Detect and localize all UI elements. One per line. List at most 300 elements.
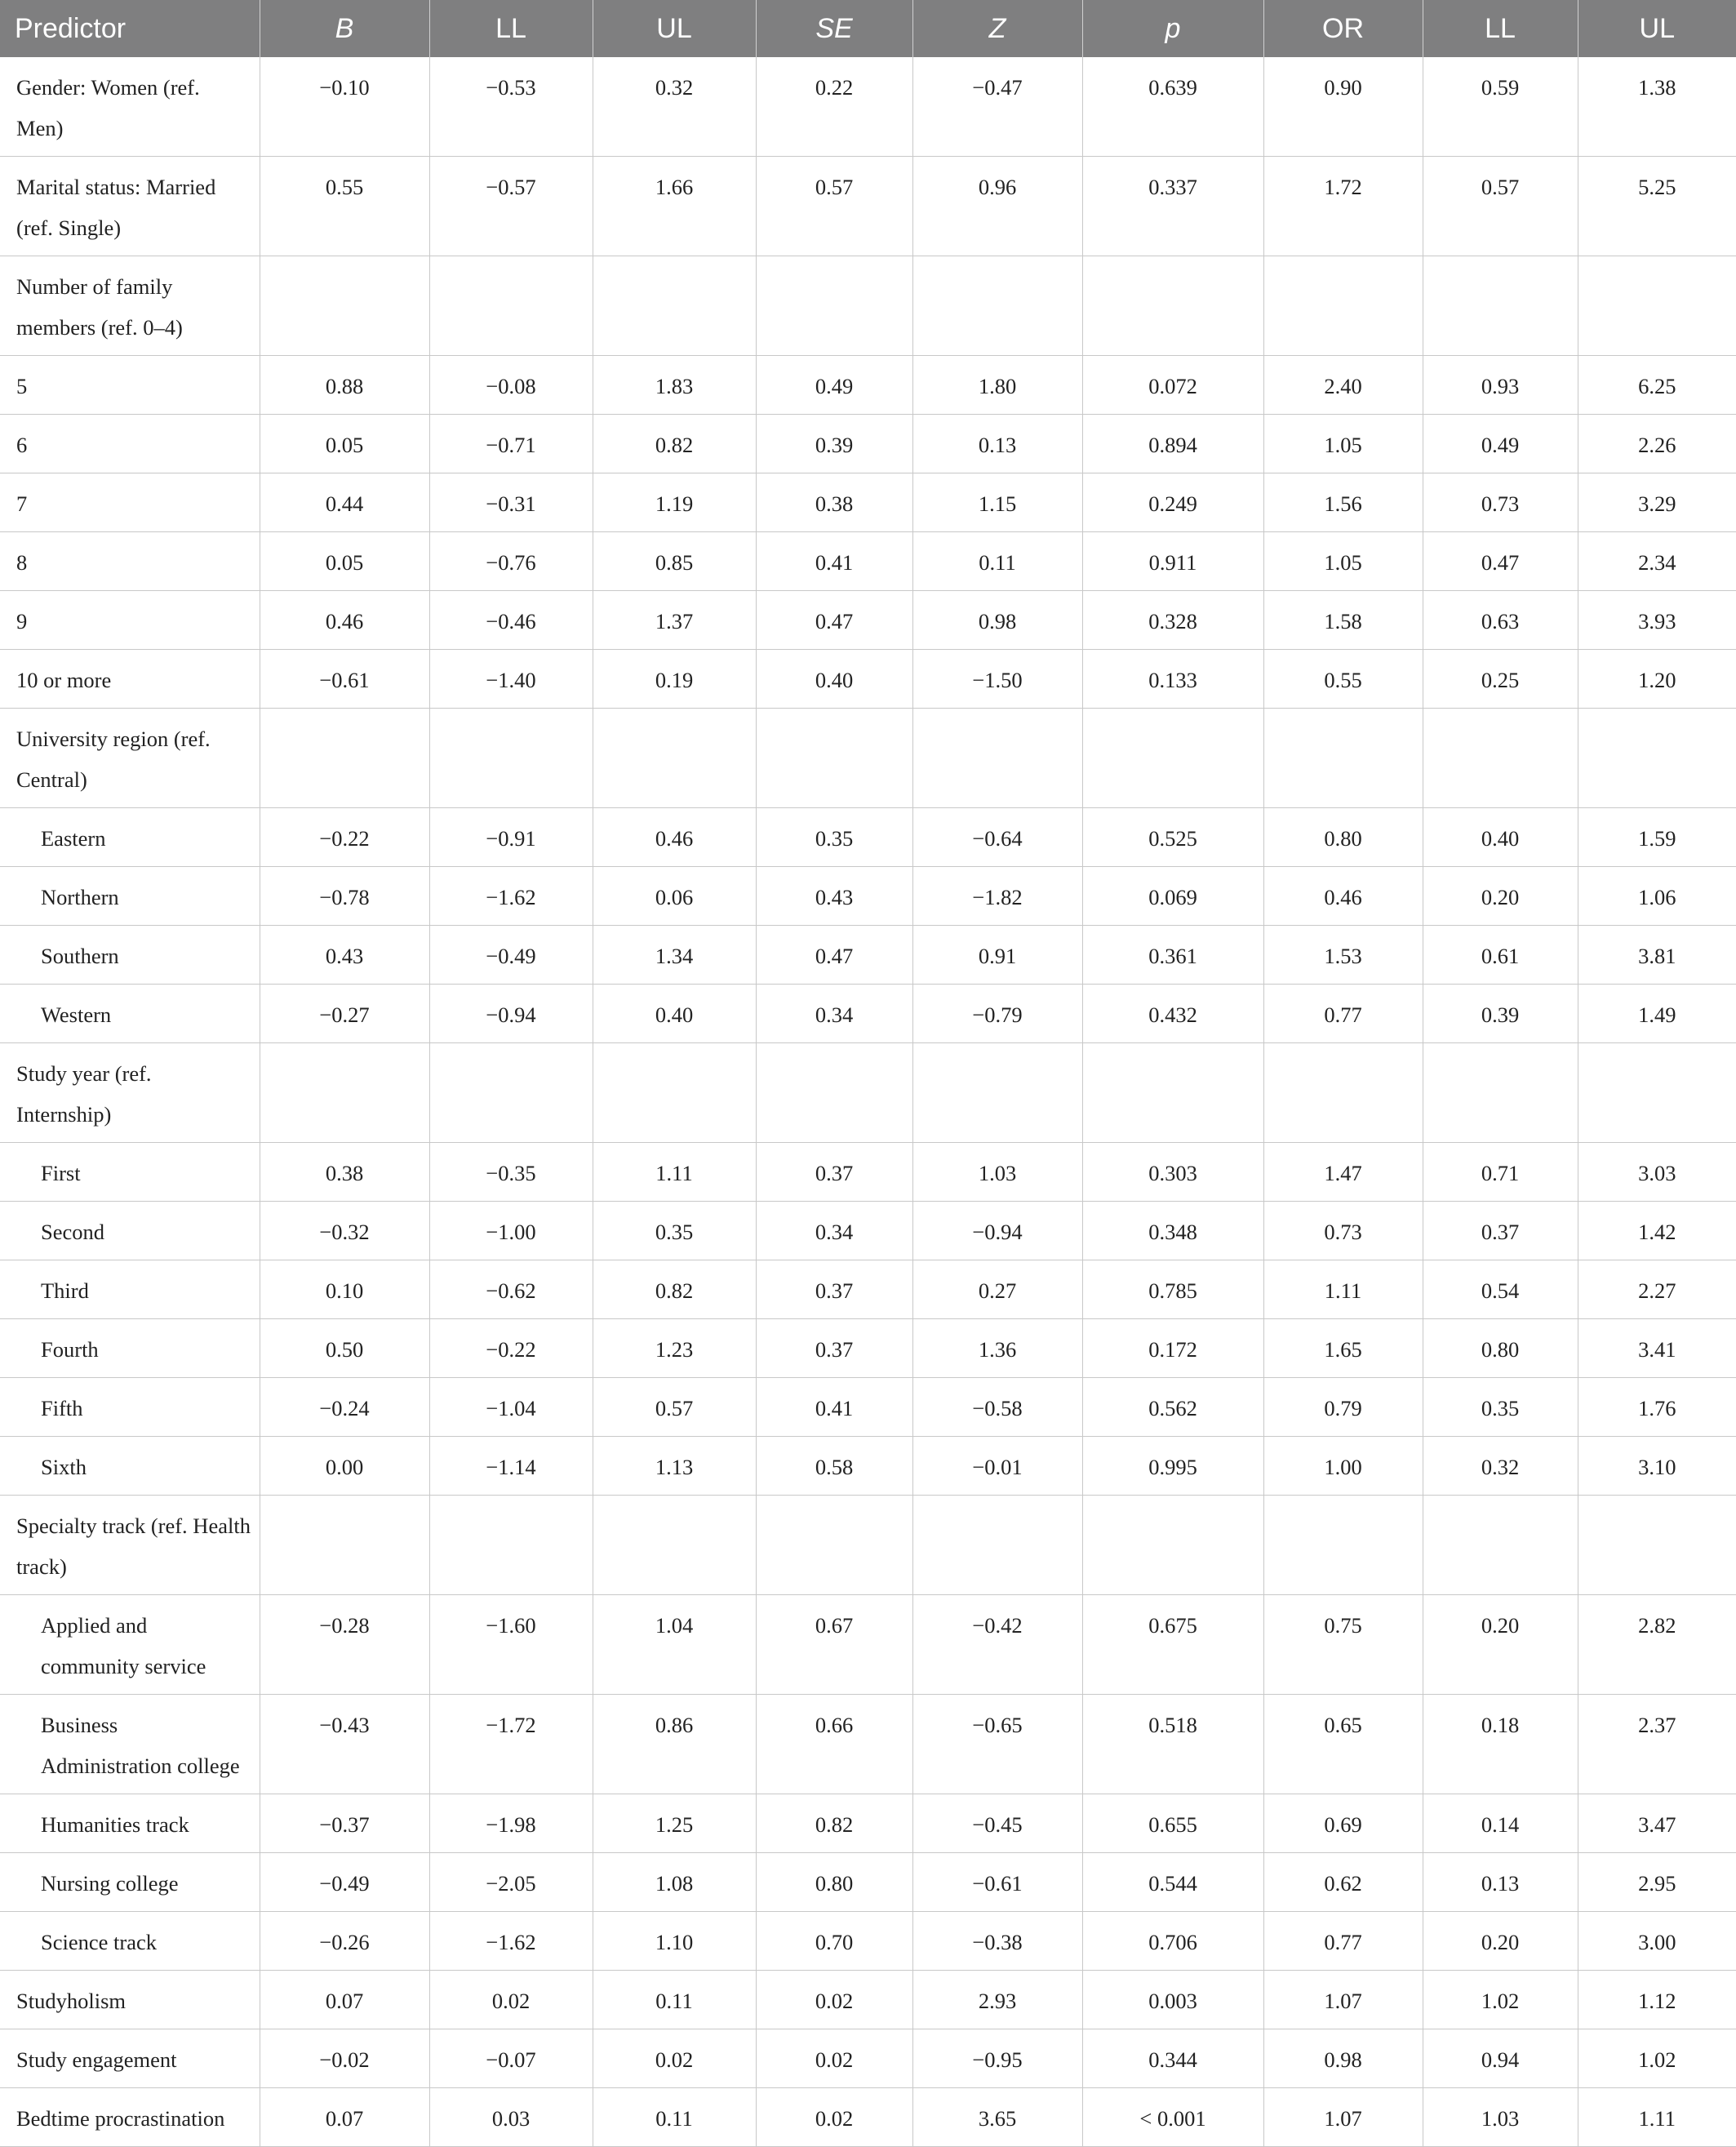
cell-or: 1.72 xyxy=(1263,157,1423,256)
predictor-label: 6 xyxy=(0,415,260,473)
cell-or-ul: 3.93 xyxy=(1578,591,1736,650)
cell-z: 1.36 xyxy=(912,1319,1082,1378)
cell-ul: 0.02 xyxy=(593,2029,756,2088)
cell-b xyxy=(260,256,429,356)
cell-or-ll: 0.13 xyxy=(1423,1853,1578,1912)
table-row xyxy=(0,1853,1736,1912)
cell-p: 0.995 xyxy=(1082,1437,1263,1496)
cell-se: 0.02 xyxy=(756,2088,912,2147)
predictor-label: Science track xyxy=(0,1912,260,1971)
cell-b xyxy=(260,1496,429,1595)
cell-b: −0.49 xyxy=(260,1853,429,1912)
header-b: B xyxy=(260,0,429,57)
cell-ll: −0.46 xyxy=(429,591,593,650)
cell-ul: 1.25 xyxy=(593,1794,756,1853)
predictor-label: 9 xyxy=(0,591,260,650)
cell-z xyxy=(912,709,1082,808)
cell-or: 1.53 xyxy=(1263,926,1423,985)
cell-b: 0.38 xyxy=(260,1143,429,1202)
header-predictor: Predictor xyxy=(0,0,260,57)
table-row xyxy=(0,985,1736,1043)
cell-or-ll: 0.63 xyxy=(1423,591,1578,650)
cell-z: 0.98 xyxy=(912,591,1082,650)
table-row xyxy=(0,1437,1736,1496)
table-row xyxy=(0,1378,1736,1437)
cell-b: 0.50 xyxy=(260,1319,429,1378)
cell-se: 0.47 xyxy=(756,591,912,650)
predictor-label: Marital status: Married (ref. Single) xyxy=(0,157,260,256)
cell-or-ul xyxy=(1578,1496,1736,1595)
table-row xyxy=(0,356,1736,415)
cell-p: 0.072 xyxy=(1082,356,1263,415)
table-row xyxy=(0,591,1736,650)
table-row xyxy=(0,1971,1736,2029)
cell-p xyxy=(1082,256,1263,356)
cell-b: 0.07 xyxy=(260,2088,429,2147)
cell-or xyxy=(1263,256,1423,356)
table-row xyxy=(0,1695,1736,1794)
cell-ul xyxy=(593,1043,756,1143)
cell-ll: −1.98 xyxy=(429,1794,593,1853)
cell-se: 0.82 xyxy=(756,1794,912,1853)
header-p: p xyxy=(1082,0,1263,57)
cell-p: 0.344 xyxy=(1082,2029,1263,2088)
cell-b: 0.43 xyxy=(260,926,429,985)
cell-or-ul: 3.81 xyxy=(1578,926,1736,985)
cell-or-ll: 0.54 xyxy=(1423,1260,1578,1319)
table-row xyxy=(0,57,1736,157)
cell-ll: −1.60 xyxy=(429,1595,593,1695)
cell-p: 0.069 xyxy=(1082,867,1263,926)
table-row xyxy=(0,415,1736,473)
cell-ul: 1.10 xyxy=(593,1912,756,1971)
cell-se: 0.22 xyxy=(756,57,912,157)
cell-or-ul: 3.29 xyxy=(1578,473,1736,532)
cell-ll: −1.04 xyxy=(429,1378,593,1437)
predictor-label: 8 xyxy=(0,532,260,591)
cell-b: 0.00 xyxy=(260,1437,429,1496)
cell-or-ll: 0.20 xyxy=(1423,1912,1578,1971)
cell-or: 0.69 xyxy=(1263,1794,1423,1853)
cell-z: −1.50 xyxy=(912,650,1082,709)
cell-or-ll: 0.14 xyxy=(1423,1794,1578,1853)
cell-or: 0.75 xyxy=(1263,1595,1423,1695)
cell-ul: 1.19 xyxy=(593,473,756,532)
cell-z xyxy=(912,256,1082,356)
predictor-label: Study engagement xyxy=(0,2029,260,2088)
table-row xyxy=(0,1595,1736,1695)
header-ll: LL xyxy=(429,0,593,57)
cell-ul: 0.32 xyxy=(593,57,756,157)
cell-or: 0.77 xyxy=(1263,1912,1423,1971)
predictor-label: Bedtime procrastination xyxy=(0,2088,260,2147)
cell-or: 1.07 xyxy=(1263,2088,1423,2147)
cell-b xyxy=(260,709,429,808)
cell-se: 0.34 xyxy=(756,985,912,1043)
cell-or: 0.90 xyxy=(1263,57,1423,157)
cell-ll: −0.53 xyxy=(429,57,593,157)
table-row xyxy=(0,2029,1736,2088)
cell-ul: 0.86 xyxy=(593,1695,756,1794)
cell-b: 0.44 xyxy=(260,473,429,532)
cell-or-ul: 3.03 xyxy=(1578,1143,1736,1202)
cell-b: 0.05 xyxy=(260,415,429,473)
cell-or-ul: 1.59 xyxy=(1578,808,1736,867)
cell-ul: 1.23 xyxy=(593,1319,756,1378)
cell-se: 0.41 xyxy=(756,1378,912,1437)
cell-ll: −0.76 xyxy=(429,532,593,591)
header-or: OR xyxy=(1263,0,1423,57)
table-row xyxy=(0,808,1736,867)
cell-or-ll: 0.71 xyxy=(1423,1143,1578,1202)
cell-or-ul: 3.47 xyxy=(1578,1794,1736,1853)
cell-or: 0.79 xyxy=(1263,1378,1423,1437)
cell-p: 0.525 xyxy=(1082,808,1263,867)
cell-ll: −0.62 xyxy=(429,1260,593,1319)
cell-or: 0.80 xyxy=(1263,808,1423,867)
cell-or: 0.62 xyxy=(1263,1853,1423,1912)
predictor-label: Sixth xyxy=(0,1437,260,1496)
cell-z: −0.01 xyxy=(912,1437,1082,1496)
cell-p: 0.361 xyxy=(1082,926,1263,985)
cell-or: 0.73 xyxy=(1263,1202,1423,1260)
table-row xyxy=(0,473,1736,532)
cell-ll: −0.31 xyxy=(429,473,593,532)
cell-or-ul: 2.26 xyxy=(1578,415,1736,473)
cell-or-ul: 1.42 xyxy=(1578,1202,1736,1260)
cell-p: 0.249 xyxy=(1082,473,1263,532)
cell-p: 0.328 xyxy=(1082,591,1263,650)
cell-z: −0.94 xyxy=(912,1202,1082,1260)
cell-ul: 0.82 xyxy=(593,415,756,473)
cell-or-ll: 0.40 xyxy=(1423,808,1578,867)
cell-se: 0.39 xyxy=(756,415,912,473)
cell-or-ul: 1.20 xyxy=(1578,650,1736,709)
cell-ll: −1.14 xyxy=(429,1437,593,1496)
cell-z: 0.91 xyxy=(912,926,1082,985)
cell-z: 2.93 xyxy=(912,1971,1082,2029)
cell-or-ul xyxy=(1578,256,1736,356)
cell-or-ul: 1.49 xyxy=(1578,985,1736,1043)
cell-z: −0.65 xyxy=(912,1695,1082,1794)
cell-or-ul: 2.27 xyxy=(1578,1260,1736,1319)
cell-se xyxy=(756,256,912,356)
cell-ul xyxy=(593,256,756,356)
cell-se xyxy=(756,1043,912,1143)
cell-or: 1.05 xyxy=(1263,415,1423,473)
cell-se: 0.49 xyxy=(756,356,912,415)
cell-p: 0.655 xyxy=(1082,1794,1263,1853)
cell-ll xyxy=(429,256,593,356)
cell-z: −0.42 xyxy=(912,1595,1082,1695)
header-or-ll: LL xyxy=(1423,0,1578,57)
cell-se xyxy=(756,1496,912,1595)
cell-z: −0.58 xyxy=(912,1378,1082,1437)
header-row xyxy=(0,0,1736,57)
table-row xyxy=(0,1260,1736,1319)
header-se: SE xyxy=(756,0,912,57)
cell-or-ul xyxy=(1578,1043,1736,1143)
cell-p: 0.894 xyxy=(1082,415,1263,473)
cell-ul: 0.11 xyxy=(593,1971,756,2029)
table-row xyxy=(0,867,1736,926)
table-body xyxy=(0,57,1736,2147)
cell-z: −0.61 xyxy=(912,1853,1082,1912)
cell-ul: 1.11 xyxy=(593,1143,756,1202)
table-row xyxy=(0,532,1736,591)
cell-ul: 0.35 xyxy=(593,1202,756,1260)
cell-or xyxy=(1263,1496,1423,1595)
header-ul: UL xyxy=(593,0,756,57)
cell-or: 0.46 xyxy=(1263,867,1423,926)
cell-z xyxy=(912,1043,1082,1143)
cell-b: 0.05 xyxy=(260,532,429,591)
cell-or-ll: 0.39 xyxy=(1423,985,1578,1043)
table-row xyxy=(0,1143,1736,1202)
cell-z: −0.38 xyxy=(912,1912,1082,1971)
cell-or-ll: 0.61 xyxy=(1423,926,1578,985)
cell-ll: −2.05 xyxy=(429,1853,593,1912)
cell-or-ll: 0.93 xyxy=(1423,356,1578,415)
cell-b: −0.27 xyxy=(260,985,429,1043)
cell-z: −0.47 xyxy=(912,57,1082,157)
cell-se: 0.57 xyxy=(756,157,912,256)
cell-p: 0.432 xyxy=(1082,985,1263,1043)
cell-z: 0.27 xyxy=(912,1260,1082,1319)
cell-ll: −0.07 xyxy=(429,2029,593,2088)
cell-se: 0.43 xyxy=(756,867,912,926)
cell-ul: 0.82 xyxy=(593,1260,756,1319)
cell-or-ll: 0.18 xyxy=(1423,1695,1578,1794)
predictor-label: Western xyxy=(0,985,260,1043)
cell-z: −0.79 xyxy=(912,985,1082,1043)
cell-or-ll: 0.32 xyxy=(1423,1437,1578,1496)
predictor-label: Nursing college xyxy=(0,1853,260,1912)
cell-ul: 0.40 xyxy=(593,985,756,1043)
cell-b: −0.37 xyxy=(260,1794,429,1853)
cell-or-ul: 3.00 xyxy=(1578,1912,1736,1971)
cell-p: 0.303 xyxy=(1082,1143,1263,1202)
cell-ll: −0.94 xyxy=(429,985,593,1043)
cell-or-ul: 2.95 xyxy=(1578,1853,1736,1912)
cell-ll: −0.91 xyxy=(429,808,593,867)
cell-b: −0.24 xyxy=(260,1378,429,1437)
cell-p: < 0.001 xyxy=(1082,2088,1263,2147)
predictor-label: Business Administration college xyxy=(0,1695,260,1794)
cell-se: 0.47 xyxy=(756,926,912,985)
cell-z: −0.64 xyxy=(912,808,1082,867)
cell-or: 1.58 xyxy=(1263,591,1423,650)
cell-se xyxy=(756,709,912,808)
cell-ll: −1.62 xyxy=(429,1912,593,1971)
cell-or-ul: 1.11 xyxy=(1578,2088,1736,2147)
cell-ll: −1.62 xyxy=(429,867,593,926)
cell-ul: 0.06 xyxy=(593,867,756,926)
cell-or-ll: 0.20 xyxy=(1423,1595,1578,1695)
predictor-label: Humanities track xyxy=(0,1794,260,1853)
cell-or-ul xyxy=(1578,709,1736,808)
cell-se: 0.37 xyxy=(756,1319,912,1378)
cell-b: −0.02 xyxy=(260,2029,429,2088)
cell-p: 0.544 xyxy=(1082,1853,1263,1912)
cell-or-ul: 1.06 xyxy=(1578,867,1736,926)
cell-or-ul: 3.41 xyxy=(1578,1319,1736,1378)
cell-z: 0.13 xyxy=(912,415,1082,473)
cell-se: 0.37 xyxy=(756,1260,912,1319)
table-row xyxy=(0,650,1736,709)
cell-se: 0.38 xyxy=(756,473,912,532)
cell-ul: 1.34 xyxy=(593,926,756,985)
cell-ul: 1.04 xyxy=(593,1595,756,1695)
predictor-label: Studyholism xyxy=(0,1971,260,2029)
cell-or: 1.47 xyxy=(1263,1143,1423,1202)
predictor-label: Gender: Women (ref. Men) xyxy=(0,57,260,157)
cell-p: 0.348 xyxy=(1082,1202,1263,1260)
cell-or: 0.55 xyxy=(1263,650,1423,709)
cell-se: 0.34 xyxy=(756,1202,912,1260)
cell-z: 1.15 xyxy=(912,473,1082,532)
cell-ll xyxy=(429,1043,593,1143)
cell-p: 0.518 xyxy=(1082,1695,1263,1794)
cell-or-ul: 2.37 xyxy=(1578,1695,1736,1794)
cell-or-ll: 0.57 xyxy=(1423,157,1578,256)
cell-or-ll: 0.49 xyxy=(1423,415,1578,473)
cell-p: 0.639 xyxy=(1082,57,1263,157)
predictor-label: Southern xyxy=(0,926,260,985)
cell-ul: 0.57 xyxy=(593,1378,756,1437)
cell-z: 1.80 xyxy=(912,356,1082,415)
cell-or-ul: 2.34 xyxy=(1578,532,1736,591)
cell-ll: −0.08 xyxy=(429,356,593,415)
cell-z: 3.65 xyxy=(912,2088,1082,2147)
table-row xyxy=(0,926,1736,985)
cell-or-ll xyxy=(1423,1043,1578,1143)
predictor-label: Eastern xyxy=(0,808,260,867)
cell-se: 0.02 xyxy=(756,1971,912,2029)
cell-b xyxy=(260,1043,429,1143)
cell-se: 0.80 xyxy=(756,1853,912,1912)
cell-or: 1.05 xyxy=(1263,532,1423,591)
table-row xyxy=(0,1496,1736,1595)
header-or-ul: UL xyxy=(1578,0,1736,57)
header-z: Z xyxy=(912,0,1082,57)
cell-ul xyxy=(593,1496,756,1595)
cell-se: 0.35 xyxy=(756,808,912,867)
cell-or: 2.40 xyxy=(1263,356,1423,415)
cell-ll: −0.35 xyxy=(429,1143,593,1202)
cell-or: 0.77 xyxy=(1263,985,1423,1043)
predictor-label: Applied and community service xyxy=(0,1595,260,1695)
cell-b: −0.26 xyxy=(260,1912,429,1971)
cell-z: −0.95 xyxy=(912,2029,1082,2088)
cell-ll xyxy=(429,1496,593,1595)
cell-or-ul: 5.25 xyxy=(1578,157,1736,256)
cell-or: 1.00 xyxy=(1263,1437,1423,1496)
cell-se: 0.41 xyxy=(756,532,912,591)
cell-b: 0.46 xyxy=(260,591,429,650)
cell-ll: −0.22 xyxy=(429,1319,593,1378)
cell-or: 1.11 xyxy=(1263,1260,1423,1319)
cell-p: 0.675 xyxy=(1082,1595,1263,1695)
predictor-label: Third xyxy=(0,1260,260,1319)
cell-or-ll: 0.20 xyxy=(1423,867,1578,926)
cell-or-ll xyxy=(1423,256,1578,356)
cell-ll: −1.00 xyxy=(429,1202,593,1260)
cell-ul: 0.11 xyxy=(593,2088,756,2147)
cell-b: −0.22 xyxy=(260,808,429,867)
table-row xyxy=(0,1202,1736,1260)
table-row xyxy=(0,157,1736,256)
cell-or-ll xyxy=(1423,1496,1578,1595)
cell-se: 0.02 xyxy=(756,2029,912,2088)
cell-or-ul: 1.76 xyxy=(1578,1378,1736,1437)
predictor-label: Study year (ref. Internship) xyxy=(0,1043,260,1143)
table-row xyxy=(0,256,1736,356)
cell-ll: −1.40 xyxy=(429,650,593,709)
predictor-label: Northern xyxy=(0,867,260,926)
cell-ul: 0.46 xyxy=(593,808,756,867)
predictor-label: First xyxy=(0,1143,260,1202)
cell-ll xyxy=(429,709,593,808)
cell-p: 0.172 xyxy=(1082,1319,1263,1378)
cell-b: 0.10 xyxy=(260,1260,429,1319)
cell-or-ul: 1.38 xyxy=(1578,57,1736,157)
cell-or: 0.98 xyxy=(1263,2029,1423,2088)
cell-b: −0.10 xyxy=(260,57,429,157)
cell-or-ll: 0.80 xyxy=(1423,1319,1578,1378)
cell-ul: 1.37 xyxy=(593,591,756,650)
predictor-label: Second xyxy=(0,1202,260,1260)
cell-or-ll xyxy=(1423,709,1578,808)
cell-z: −1.82 xyxy=(912,867,1082,926)
cell-ul: 0.19 xyxy=(593,650,756,709)
cell-p: 0.003 xyxy=(1082,1971,1263,2029)
cell-z: −0.45 xyxy=(912,1794,1082,1853)
cell-or-ll: 1.02 xyxy=(1423,1971,1578,2029)
cell-ll: −1.72 xyxy=(429,1695,593,1794)
predictor-label: University region (ref. Central) xyxy=(0,709,260,808)
cell-b: −0.32 xyxy=(260,1202,429,1260)
cell-p: 0.133 xyxy=(1082,650,1263,709)
cell-b: −0.78 xyxy=(260,867,429,926)
cell-se: 0.70 xyxy=(756,1912,912,1971)
cell-or: 0.65 xyxy=(1263,1695,1423,1794)
cell-or-ll: 1.03 xyxy=(1423,2088,1578,2147)
cell-b: 0.55 xyxy=(260,157,429,256)
cell-p xyxy=(1082,1043,1263,1143)
cell-or-ll: 0.94 xyxy=(1423,2029,1578,2088)
cell-ul: 0.85 xyxy=(593,532,756,591)
cell-se: 0.58 xyxy=(756,1437,912,1496)
predictor-label: Fifth xyxy=(0,1378,260,1437)
cell-p: 0.911 xyxy=(1082,532,1263,591)
cell-b: −0.28 xyxy=(260,1595,429,1695)
cell-ll: −0.71 xyxy=(429,415,593,473)
cell-or-ul: 1.12 xyxy=(1578,1971,1736,2029)
cell-z: 1.03 xyxy=(912,1143,1082,1202)
table-row xyxy=(0,1794,1736,1853)
cell-or xyxy=(1263,709,1423,808)
cell-or-ul: 1.02 xyxy=(1578,2029,1736,2088)
cell-or-ll: 0.73 xyxy=(1423,473,1578,532)
predictor-label: 10 or more xyxy=(0,650,260,709)
cell-or: 1.56 xyxy=(1263,473,1423,532)
cell-ul: 1.66 xyxy=(593,157,756,256)
predictor-label: Specialty track (ref. Health track) xyxy=(0,1496,260,1595)
cell-b: 0.88 xyxy=(260,356,429,415)
predictor-label: Fourth xyxy=(0,1319,260,1378)
cell-ll: 0.03 xyxy=(429,2088,593,2147)
